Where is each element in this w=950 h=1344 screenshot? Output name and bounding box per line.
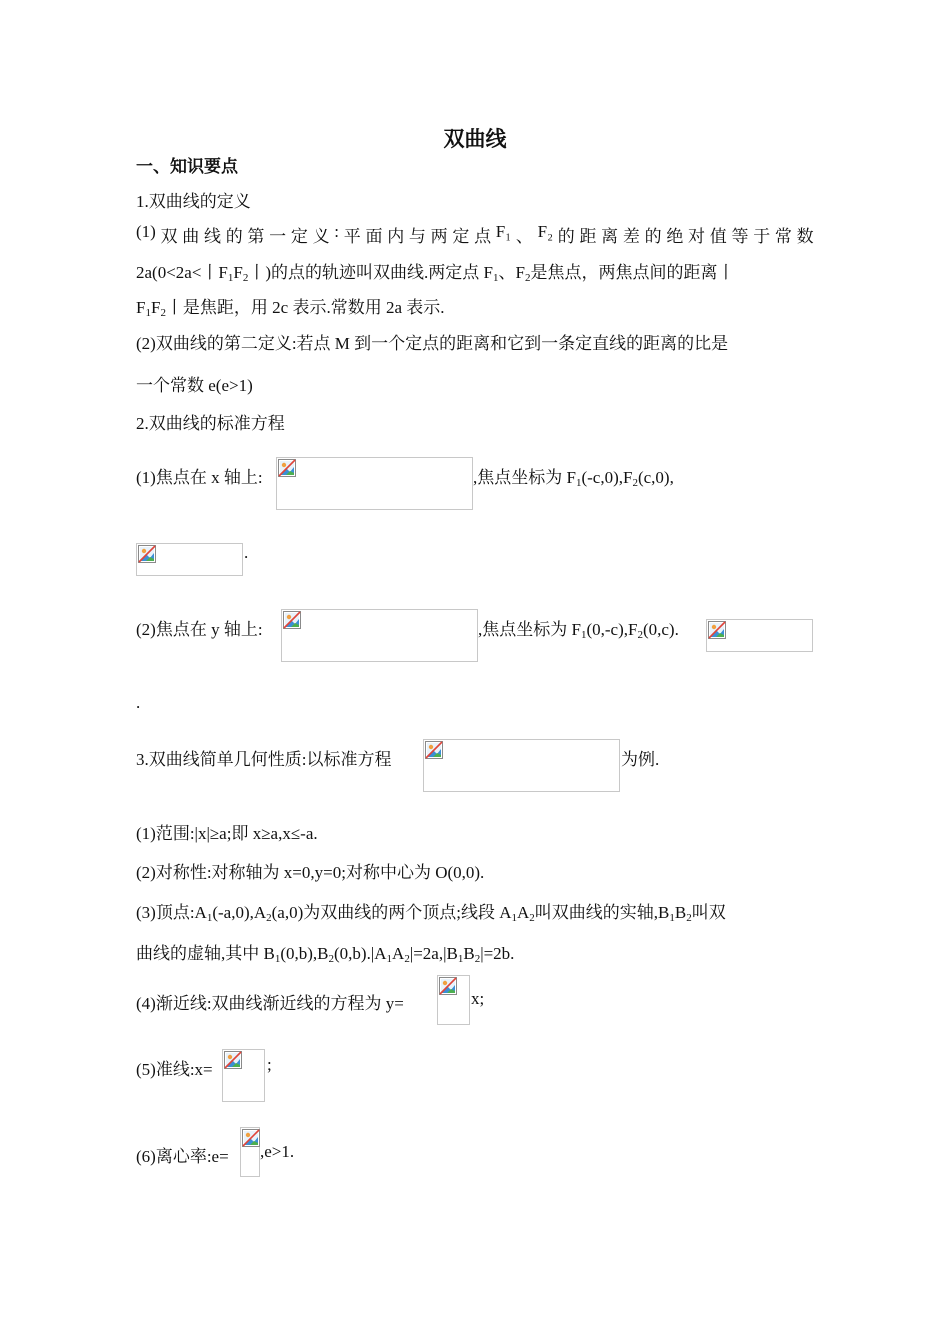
definition-1-char: 两	[430, 227, 448, 246]
definition-1-char: 义	[312, 227, 330, 246]
definition-1-char: 距	[579, 227, 597, 246]
definition-2-line-1: (2)双曲线的第二定义:若点 M 到一个定点的距离和它到一条定直线的距离的比是	[136, 334, 729, 353]
definition-1-char: :	[334, 222, 340, 241]
definition-1-char: 面	[365, 227, 383, 246]
subsection-definition-heading: 1.双曲线的定义	[136, 192, 251, 211]
definition-1-char: 一	[269, 227, 287, 246]
eccentricity-value-image	[240, 1127, 260, 1177]
asymptote-slope-image	[437, 975, 470, 1025]
broken-image-icon	[425, 741, 443, 759]
broken-image-icon	[224, 1051, 242, 1069]
broken-image-icon	[708, 621, 726, 639]
property-directrix: (5)准线:x=	[136, 1060, 213, 1079]
subsection-standard-equation-heading: 2.双曲线的标准方程	[136, 414, 285, 433]
definition-1-char: 绝	[666, 227, 684, 246]
property-asymptote-tail: x;	[471, 989, 485, 1008]
broken-image-icon	[242, 1129, 260, 1147]
definition-1-line-3: $F_1F_2$丨是焦距，用 2c 表示.常数用 2a 表示.	[136, 298, 445, 319]
definition-1-char: 的	[644, 227, 662, 246]
x-axis-period: .	[244, 543, 249, 562]
subsection-properties-heading-tail: 为例.	[621, 750, 660, 769]
definition-1-char: 与	[408, 227, 426, 246]
section-heading-knowledge: 一、知识要点	[136, 157, 238, 176]
definition-1-char: 线	[203, 227, 221, 246]
property-range: (1)范围:|x|≥a;即 x≥a,x≤-a.	[136, 824, 318, 843]
x-axis-relation-image	[136, 543, 243, 576]
definition-1-char: 内	[387, 227, 405, 246]
definition-1-char: 对	[688, 227, 706, 246]
definition-1-char: 的	[225, 227, 243, 246]
page-title: 双曲线	[443, 127, 507, 151]
property-asymptote: (4)渐近线:双曲线渐近线的方程为 y=	[136, 994, 404, 1013]
broken-image-icon	[283, 611, 301, 629]
definition-1-char: 定	[452, 227, 470, 246]
x-axis-equation-image	[276, 457, 473, 510]
definition-1-line-2: 2a(0<2a<丨$F_1F_2$丨)的点的轨迹叫双曲线.两定点 $F_1$、$F_2$是焦点，两焦点间的距离丨	[136, 263, 735, 284]
definition-1-char: 平	[343, 227, 361, 246]
y-axis-equation-label: (2)焦点在 y 轴上:	[136, 620, 263, 639]
property-eccentricity: (6)离心率:e=	[136, 1147, 229, 1166]
definition-1-char: (1)	[136, 222, 156, 241]
x-axis-focus-coords: ,焦点坐标为 $F_1(-c,0),F_2(c,0)$,	[473, 468, 674, 489]
definition-1-char: 第	[247, 227, 265, 246]
definition-1-char: 点	[474, 227, 492, 246]
definition-1-char: 值	[709, 227, 727, 246]
property-vertex-line-1: (3)顶点$:A_1(-a,0),A_2(a,0)$为双曲线的两个顶点;线段 $A_1A_2$叫双曲线的实轴$,B_1B_2$叫双	[136, 903, 726, 924]
directrix-value-image	[222, 1049, 265, 1102]
property-directrix-tail: ;	[267, 1055, 272, 1074]
definition-1-char: 双	[160, 227, 178, 246]
x-axis-equation-label: (1)焦点在 x 轴上:	[136, 468, 263, 487]
definition-1-char: 定	[290, 227, 308, 246]
y-axis-equation-image	[281, 609, 478, 662]
definition-1-char: 于	[753, 227, 771, 246]
definition-1-char: 离	[601, 227, 619, 246]
y-axis-focus-coords: ,焦点坐标为 $F_1(0,-c),F_2(0,c)$.	[478, 620, 679, 641]
definition-1-char: F₁	[495, 222, 512, 241]
property-eccentricity-tail: ,e>1.	[260, 1142, 295, 1161]
definition-2-line-2: 一个常数 e(e>1)	[136, 376, 253, 395]
definition-1-char: 、	[515, 227, 533, 246]
definition-1-char: 等	[731, 227, 749, 246]
definition-1-line-1	[136, 222, 814, 247]
definition-1-char: 常	[774, 227, 792, 246]
broken-image-icon	[439, 977, 457, 995]
broken-image-icon	[278, 459, 296, 477]
broken-image-icon	[138, 545, 156, 563]
standard-equation-image	[423, 739, 620, 792]
property-symmetry: (2)对称性:对称轴为 x=0,y=0;对称中心为 O(0,0).	[136, 863, 485, 882]
definition-1-char: 曲	[182, 227, 200, 246]
definition-1-char: 的	[557, 227, 575, 246]
y-axis-period: .	[136, 693, 141, 712]
definition-1-char: 差	[622, 227, 640, 246]
definition-1-char: 数	[796, 227, 814, 246]
property-vertex-line-2: 曲线的虚轴,其中 $B_1(0,b),B_2(0,b).|A_1A_2|=2a,|B_1B_2|=2b$.	[136, 944, 515, 965]
y-axis-relation-image	[706, 619, 813, 652]
definition-1-char: F₂	[537, 222, 553, 241]
subsection-properties-heading: 3.双曲线简单几何性质:以标准方程	[136, 750, 392, 769]
